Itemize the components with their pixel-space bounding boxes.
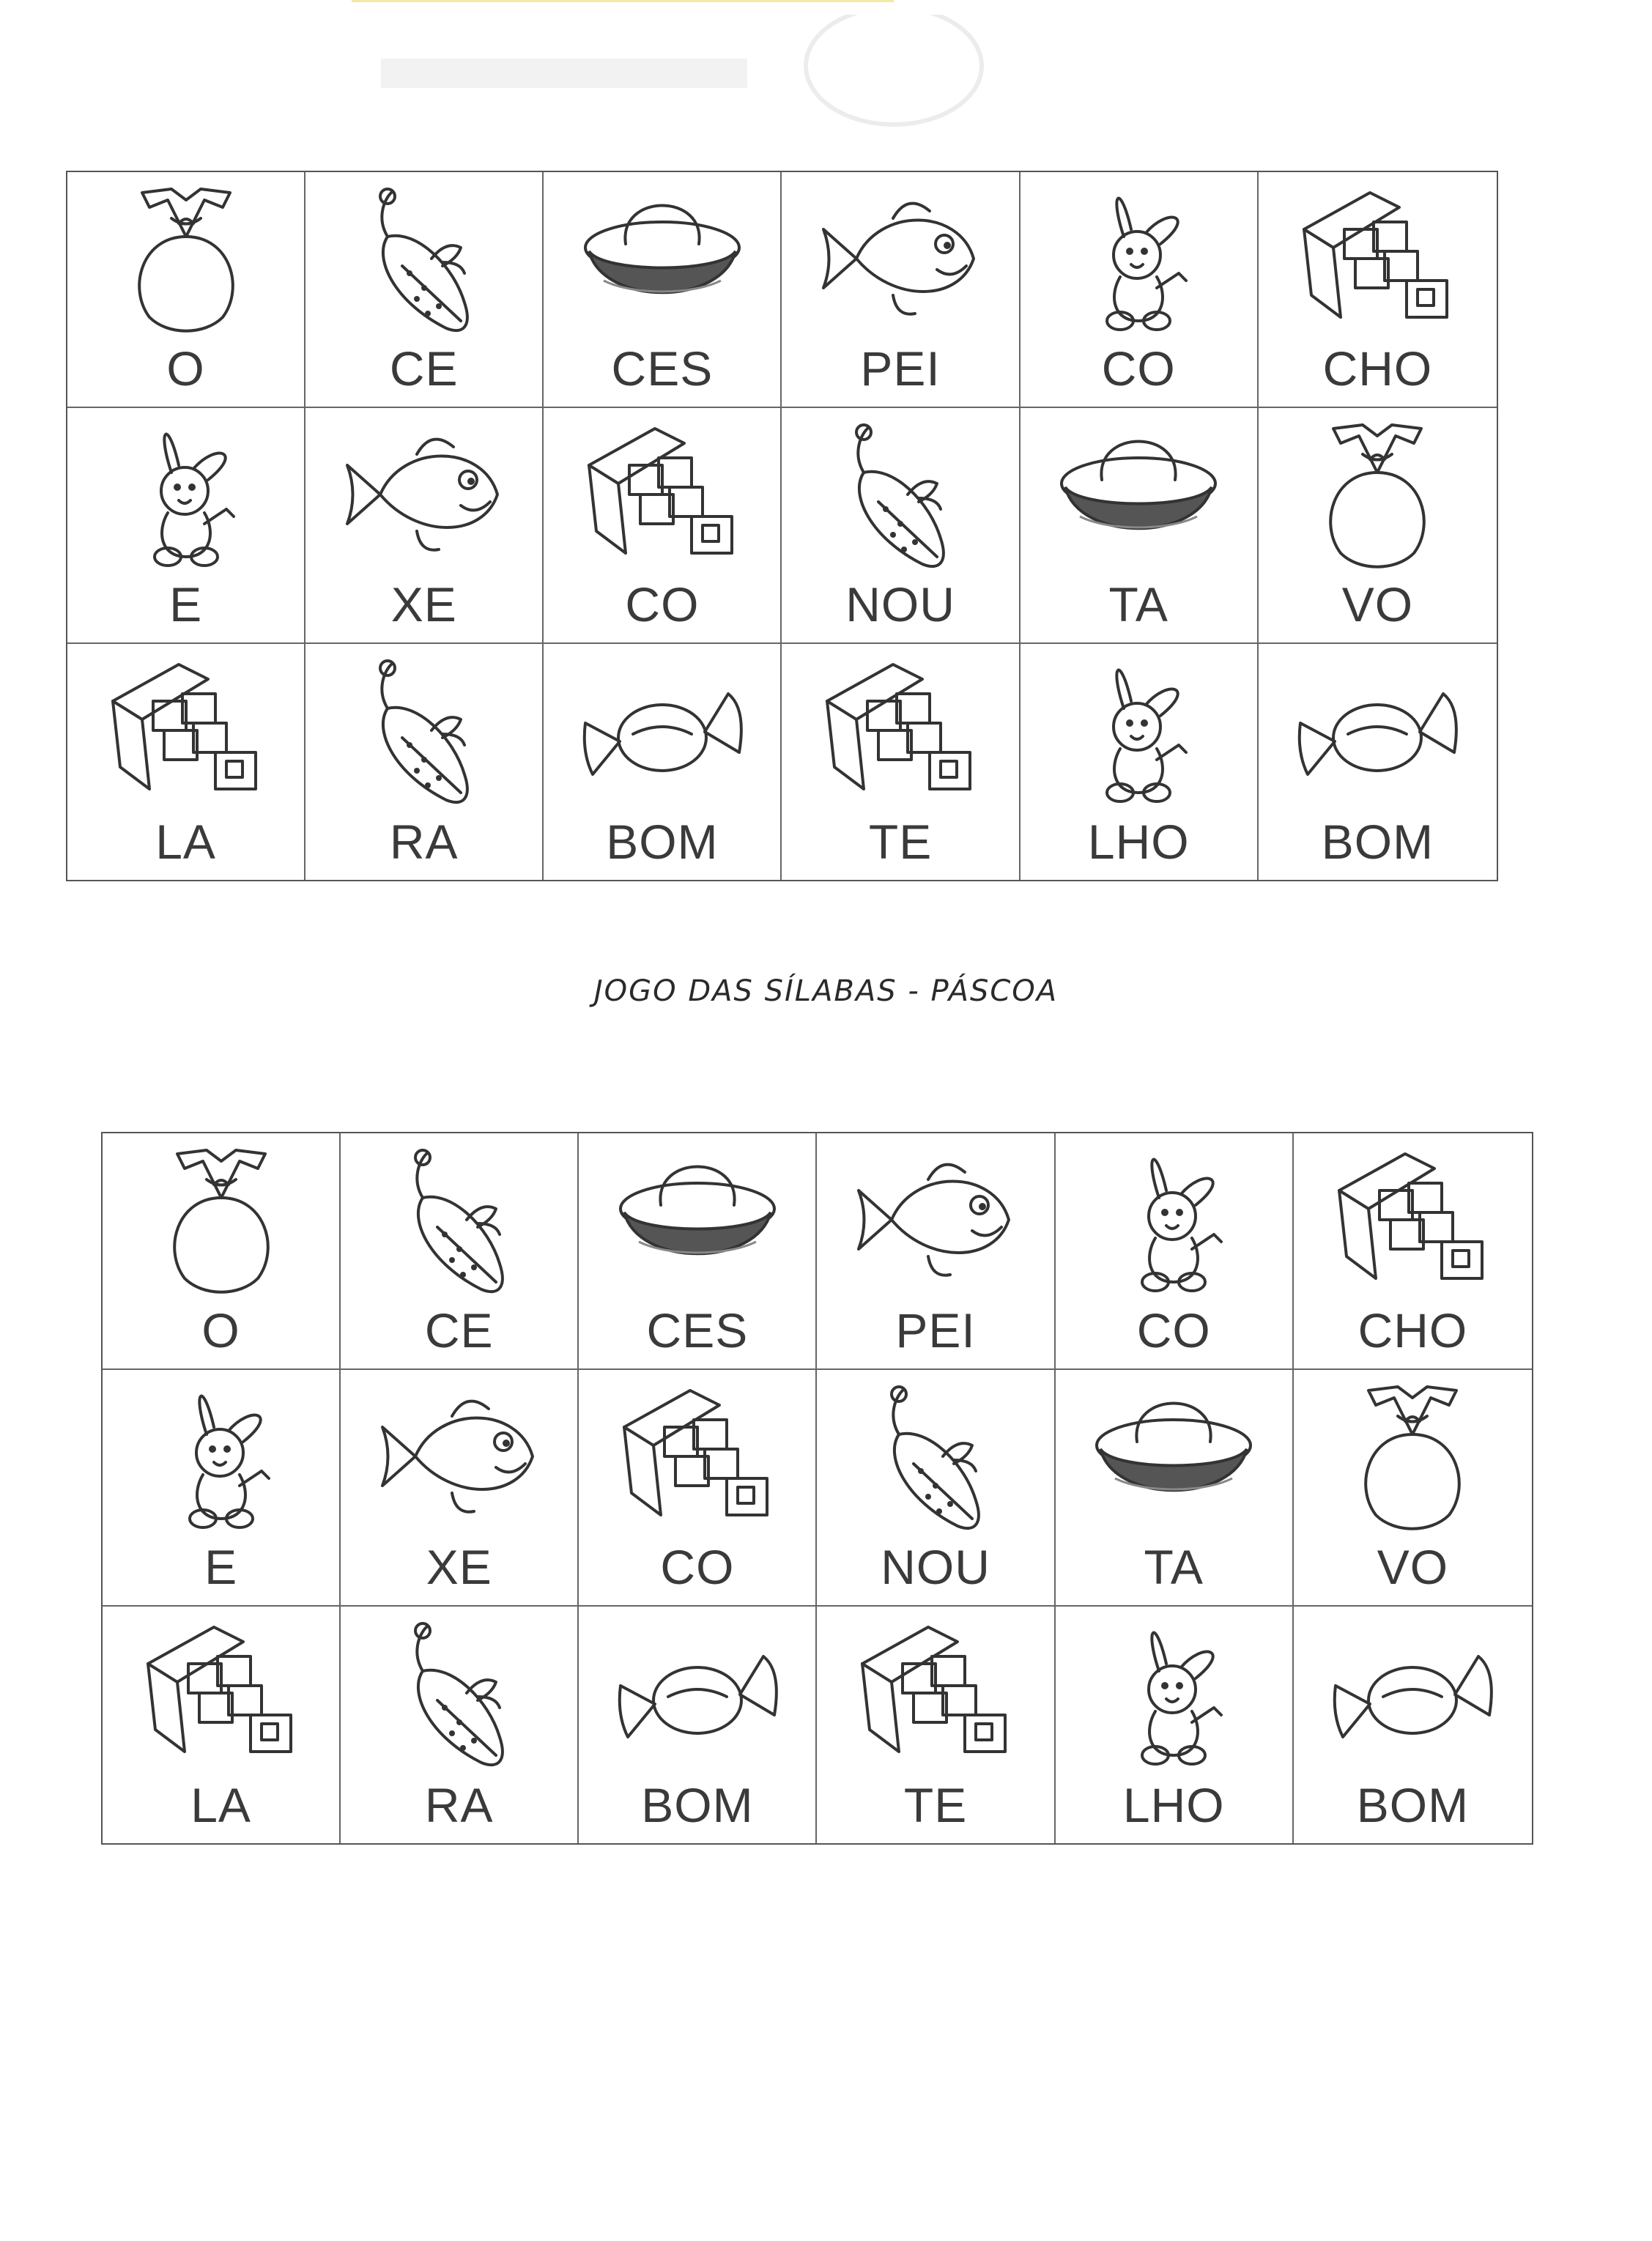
- syllable-label: XE: [426, 1540, 492, 1594]
- syllable-card: [1294, 1607, 1532, 1843]
- candy-icon: [610, 1612, 785, 1774]
- carrot-icon: [371, 1612, 547, 1774]
- egg-bag-icon: [1289, 414, 1465, 575]
- syllable-label: BOM: [1356, 1778, 1470, 1832]
- syllable-label: E: [169, 577, 203, 631]
- syllable-grid-bottom: [101, 1132, 1533, 1845]
- fish-icon: [336, 414, 512, 575]
- bunny-icon: [1086, 1612, 1262, 1774]
- bunny-icon: [133, 1376, 309, 1537]
- carrot-icon: [848, 1376, 1023, 1537]
- syllable-card: [579, 1133, 817, 1370]
- syllable-label: CO: [1136, 1303, 1211, 1357]
- top-edge-strip: [352, 0, 894, 2]
- candy-icon: [574, 650, 750, 811]
- syllable-card: [341, 1607, 579, 1843]
- syllable-label: CES: [611, 341, 714, 396]
- chocolate-icon: [812, 650, 988, 811]
- syllable-label: CHO: [1322, 341, 1433, 396]
- syllable-card: [103, 1133, 341, 1370]
- egg-bag-icon: [98, 178, 274, 339]
- syllable-label: XE: [390, 577, 457, 631]
- syllable-label: CE: [424, 1303, 494, 1357]
- syllable-card: [782, 408, 1020, 644]
- syllable-card: [1259, 408, 1497, 644]
- syllable-card: [67, 172, 305, 408]
- carrot-icon: [371, 1139, 547, 1300]
- syllable-label: LA: [190, 1778, 251, 1832]
- syllable-label: O: [166, 341, 205, 396]
- bunny-icon: [1051, 650, 1226, 811]
- syllable-card: [1021, 172, 1259, 408]
- syllable-label: PEI: [860, 341, 941, 396]
- faded-bleed-through: [381, 15, 1172, 147]
- syllable-card: [1056, 1607, 1294, 1843]
- syllable-card: [103, 1607, 341, 1843]
- syllable-card: [544, 408, 782, 644]
- syllable-card: [67, 408, 305, 644]
- syllable-label: LA: [155, 815, 216, 869]
- syllable-card: [305, 408, 544, 644]
- egg-bag-icon: [133, 1139, 309, 1300]
- syllable-label: TE: [868, 815, 933, 869]
- chocolate-icon: [1289, 178, 1465, 339]
- syllable-card: [579, 1370, 817, 1607]
- syllable-label: VO: [1341, 577, 1414, 631]
- syllable-label: RA: [389, 815, 459, 869]
- fish-icon: [371, 1376, 547, 1537]
- chocolate-icon: [848, 1612, 1023, 1774]
- syllable-label: RA: [424, 1778, 494, 1832]
- syllable-card: [1021, 408, 1259, 644]
- syllable-card: [817, 1607, 1055, 1843]
- syllable-label: TA: [1108, 577, 1168, 631]
- chocolate-icon: [574, 414, 750, 575]
- syllable-label: NOU: [845, 577, 955, 631]
- syllable-card: [782, 172, 1020, 408]
- syllable-card: [579, 1607, 817, 1843]
- syllable-card: [1056, 1133, 1294, 1370]
- syllable-card: [817, 1133, 1055, 1370]
- syllable-label: TA: [1144, 1540, 1204, 1594]
- syllable-label: BOM: [606, 815, 719, 869]
- syllable-card: [782, 644, 1020, 880]
- basket-icon: [610, 1139, 785, 1300]
- syllable-label: CO: [660, 1540, 735, 1594]
- syllable-label: CO: [1101, 341, 1176, 396]
- syllable-label: O: [201, 1303, 240, 1357]
- syllable-label: E: [204, 1540, 238, 1594]
- page-title: JOGO DAS SÍLABAS - PÁSCOA: [593, 974, 1059, 1008]
- syllable-label: CE: [389, 341, 459, 396]
- syllable-card: [544, 172, 782, 408]
- syllable-label: PEI: [895, 1303, 976, 1357]
- chocolate-icon: [1325, 1139, 1500, 1300]
- syllable-grid-top: [66, 171, 1498, 881]
- syllable-label: VO: [1377, 1540, 1449, 1594]
- syllable-card: [1021, 644, 1259, 880]
- syllable-card: [103, 1370, 341, 1607]
- syllable-card: [1294, 1370, 1532, 1607]
- syllable-card: [1259, 172, 1497, 408]
- bunny-icon: [1051, 178, 1226, 339]
- syllable-card: [817, 1370, 1055, 1607]
- basket-icon: [1051, 414, 1226, 575]
- syllable-label: NOU: [881, 1540, 990, 1594]
- chocolate-icon: [610, 1376, 785, 1537]
- bunny-icon: [98, 414, 274, 575]
- syllable-card: [544, 644, 782, 880]
- chocolate-icon: [98, 650, 274, 811]
- syllable-card: [341, 1370, 579, 1607]
- syllable-label: CO: [625, 577, 700, 631]
- carrot-icon: [812, 414, 988, 575]
- syllable-card: [1259, 644, 1497, 880]
- egg-bag-icon: [1325, 1376, 1500, 1537]
- carrot-icon: [336, 650, 512, 811]
- syllable-card: [67, 644, 305, 880]
- candy-icon: [1289, 650, 1465, 811]
- candy-icon: [1325, 1612, 1500, 1774]
- syllable-card: [341, 1133, 579, 1370]
- syllable-label: CES: [646, 1303, 749, 1357]
- syllable-label: TE: [903, 1778, 968, 1832]
- syllable-label: LHO: [1122, 1778, 1225, 1832]
- syllable-card: [1294, 1133, 1532, 1370]
- carrot-icon: [336, 178, 512, 339]
- chocolate-icon: [133, 1612, 309, 1774]
- syllable-label: CHO: [1357, 1303, 1468, 1357]
- basket-icon: [574, 178, 750, 339]
- fish-icon: [812, 178, 988, 339]
- syllable-card: [1056, 1370, 1294, 1607]
- syllable-card: [305, 172, 544, 408]
- syllable-card: [305, 644, 544, 880]
- syllable-label: BOM: [1321, 815, 1434, 869]
- fish-icon: [848, 1139, 1023, 1300]
- basket-icon: [1086, 1376, 1262, 1537]
- syllable-label: BOM: [641, 1778, 754, 1832]
- bunny-icon: [1086, 1139, 1262, 1300]
- syllable-label: LHO: [1087, 815, 1190, 869]
